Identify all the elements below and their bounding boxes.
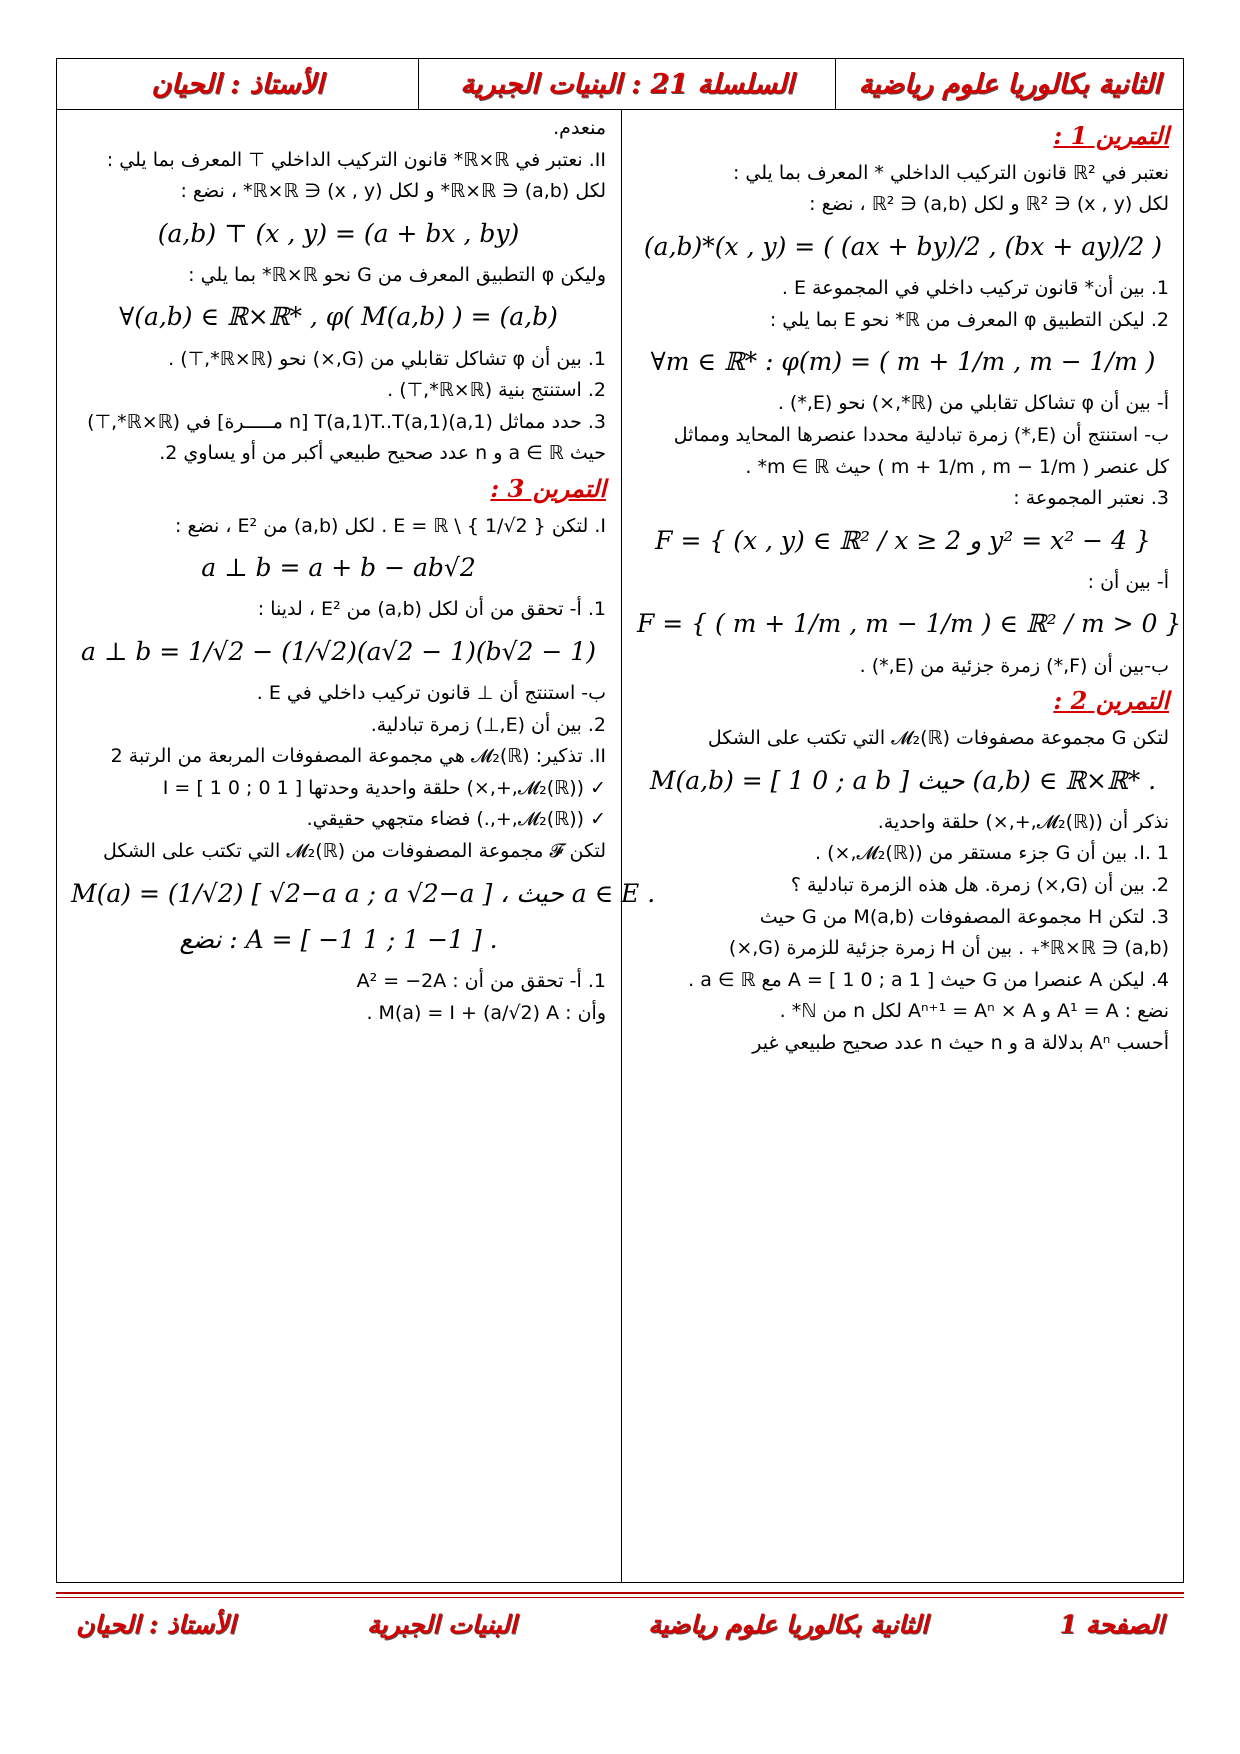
math-formula: F = { (x , y) ∈ ℝ² / x ≥ 2 و y² = x² − 4 }: [655, 525, 1151, 555]
text-line: 3. نعتبر المجموعة :: [1013, 487, 1169, 510]
text-line: 2. ليكن التطبيق φ المعرف من ℝ* نحو E بما يلي :: [769, 308, 1169, 331]
column-divider: [621, 109, 622, 1582]
text-line: ب-بين أن (F,*) زمرة جزئية من (E,*) .: [859, 654, 1169, 677]
math-formula: M(a,b) = [ 1 0 ; a b ] حيث (a,b) ∈ ℝ×ℝ* .: [649, 765, 1157, 795]
text-line: ✓ (𝓜₂(ℝ),+,×) حلقة واحدية وحدتها I = [ 1 0 ; 0 1 ]: [162, 776, 606, 799]
exercise-title: التمرين 3 :: [490, 473, 606, 503]
text-line: 1. بين أن* قانون تركيب داخلي في المجموعة E .: [781, 277, 1169, 300]
text-line: 3. حدد مماثل (a,1)T(a,1)T..T(a,1) [n مـــــرة] في (ℝ×ℝ*,⊤): [87, 410, 606, 433]
footer-teacher: الأستاذ : الحيان: [76, 1609, 236, 1639]
text-line: 1. أ- تحقق من أن : A² = −2A: [356, 970, 606, 993]
exercise-title: التمرين 1 :: [1053, 121, 1169, 150]
math-formula: (a,b) ⊤ (x , y) = (a + bx , by): [157, 218, 520, 248]
text-line: 2. بين أن (E,⊥) زمرة تبادلية.: [370, 713, 606, 736]
text-line: ب- استنتج أن (E,*) زمرة تبادلية محددا عنصرها المحايد ومماثل: [673, 424, 1169, 447]
math-formula: M(a) = (1/√2) [ √2−a a ; a √2−a ] ، حيث a ∈ E .: [71, 878, 656, 908]
text-line: وليكن φ التطبيق المعرف من G نحو ℝ×ℝ* بما يلي :: [188, 263, 606, 286]
text-line: 1. بين أن φ تشاكل تقابلي من (G,×) نحو (ℝ×ℝ*,⊤) .: [168, 347, 606, 370]
text-line: وأن : M(a) = I + (a/√2) A .: [366, 1001, 606, 1024]
header-teacher: الأستاذ : الحيان: [57, 59, 419, 109]
text-line: أحسب Aⁿ بدلالة a و n حيث n عدد صحيح طبيعي غير: [752, 1031, 1169, 1054]
header-level: الثانية بكالوريا علوم رياضية: [858, 68, 1161, 100]
text-line: لكل (x , y) ∈ ℝ² و لكل (a,b) ∈ ℝ² ، نضع :: [809, 193, 1169, 216]
math-formula: F = { ( m + 1/m , m − 1/m ) ∈ ℝ² / m > 0 }: [637, 609, 1182, 639]
text-line: II. نعتبر في ℝ×ℝ* قانون التركيب الداخلي ⊤ المعرف بما يلي :: [106, 148, 606, 171]
text-line: II. تذكير: 𝓜₂(ℝ) هي مجموعة المصفوفات المربعة من الرتبة 2: [110, 745, 606, 768]
footer-rule: [56, 1592, 1184, 1594]
text-line: منعدم.: [553, 117, 606, 139]
footer-rule-thin: [56, 1597, 1184, 1598]
text-line: 2. بين أن (G,×) زمرة. هل هذه الزمرة تبادلية ؟: [790, 873, 1169, 896]
left-column: [57, 109, 656, 1582]
text-line: أ- بين أن φ تشاكل تقابلي من (ℝ*,×) نحو (E,*) .: [777, 392, 1169, 415]
math-formula: ∀(a,b) ∈ ℝ×ℝ* , φ( M(a,b) ) = (a,b): [119, 302, 558, 332]
text-line: نعتبر في ℝ² قانون التركيب الداخلي * المعرف بما يلي :: [732, 161, 1169, 184]
text-line: ب- استنتج أن ⊥ قانون تركيب داخلي في E .: [256, 682, 606, 705]
exercise-title: التمرين 2 :: [1053, 686, 1169, 716]
text-line: 4. ليكن A عنصرا من G حيث A = [ 1 0 ; a 1 ] مع a ∈ ℝ .: [688, 968, 1169, 991]
text-line: لتكن 𝓕 مجموعة المصفوفات من 𝓜₂(ℝ) التي تكتب على الشكل: [103, 840, 606, 862]
text-line: 1. أ- تحقق من أن لكل (a,b) من E² ، لدينا :: [257, 598, 606, 621]
footer-topic: البنيات الجبرية: [366, 1609, 517, 1639]
text-line: لتكن G مجموعة مصفوفات 𝓜₂(ℝ) التي تكتب على الشكل: [707, 727, 1169, 750]
right-column: [623, 109, 1183, 1582]
text-line: نذكر أن (𝓜₂(ℝ),+,×) حلقة واحدية.: [877, 810, 1169, 833]
header-series: السلسلة 21 : البنيات الجبرية: [419, 59, 837, 109]
text-line: I. لتكن E = ℝ \ { 1/√2 } . لكل (a,b) من E² ، نضع :: [175, 514, 606, 537]
math-formula: (a,b)*(x , y) = ( (ax + by)/2 , (bx + ay)/2 ): [643, 231, 1163, 261]
math-formula: a ⊥ b = 1/√2 − (1/√2)(a√2 − 1)(b√2 − 1): [81, 637, 596, 667]
text-line: 2. استنتج بنية (ℝ×ℝ*,⊤) .: [387, 379, 606, 402]
text-line: نضع : A¹ = A و Aⁿ⁺¹ = Aⁿ × A لكل n من ℕ* .: [779, 1000, 1169, 1023]
footer-level: الثانية بكالوريا علوم رياضية: [648, 1609, 928, 1639]
math-formula: نضع : A = [ −1 1 ; 1 −1 ] .: [179, 924, 498, 954]
text-line: لكل (a,b) ∈ ℝ×ℝ* و لكل (x , y) ∈ ℝ×ℝ* ، نضع :: [180, 180, 606, 203]
footer: [56, 1604, 1184, 1644]
text-line: ✓ (𝓜₂(ℝ),+,.) فضاء متجهي حقيقي.: [306, 808, 606, 831]
math-formula: a ⊥ b = a + b − ab√2: [201, 553, 476, 583]
text-line: أ- بين أن :: [1087, 570, 1169, 593]
footer-page: الصفحة 1: [1059, 1609, 1164, 1639]
page-frame: [56, 58, 1184, 1583]
text-line: حيث a ∈ ℝ و n عدد صحيح طبيعي أكبر من أو يساوي 2.: [159, 442, 606, 465]
text-line: I. 1. بين أن G جزء مستقر من (𝓜₂(ℝ),×) .: [815, 842, 1169, 865]
text-line: كل عنصر ( m + 1/m , m − 1/m ) حيث m ∈ ℝ* .: [745, 455, 1169, 478]
text-line: (a,b) ∈ ℝ×ℝ*₊ . بين أن H زمرة جزئية للزمرة (G,×): [728, 937, 1169, 960]
math-formula: ∀m ∈ ℝ* : φ(m) = ( m + 1/m , m − 1/m ): [650, 347, 1156, 377]
text-line: 3. لتكن H مجموعة المصفوفات M(a,b) من G حيث: [759, 905, 1169, 928]
header: [57, 59, 1183, 110]
